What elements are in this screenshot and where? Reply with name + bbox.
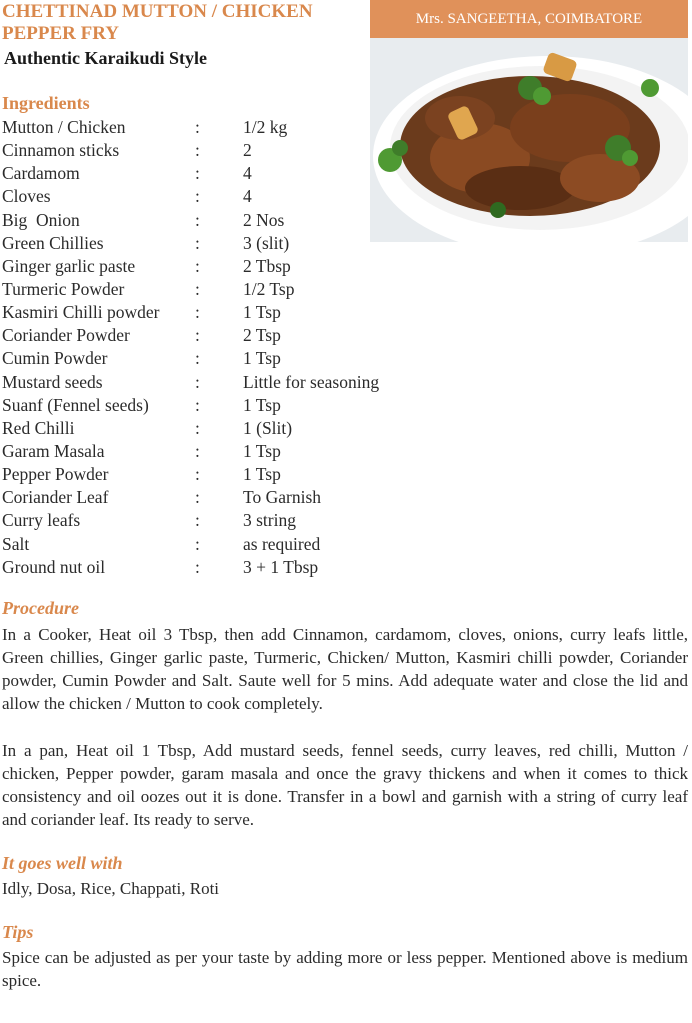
ingredient-separator: :: [195, 325, 200, 346]
ingredient-quantity: 1 Tsp: [243, 441, 281, 462]
ingredient-name: Cloves: [2, 186, 51, 207]
ingredient-row: [2, 232, 432, 255]
ingredient-quantity: 1/2 kg: [243, 117, 288, 138]
ingredient-name: Cumin Powder: [2, 348, 108, 369]
pairing-heading: It goes well with: [2, 853, 123, 873]
ingredient-quantity: as required: [243, 533, 321, 554]
ingredient-quantity: 3 (slit): [243, 232, 290, 253]
ingredient-row: [2, 278, 432, 301]
ingredient-quantity: 1 Tsp: [243, 302, 281, 323]
ingredient-row: [2, 324, 432, 347]
ingredient-separator: :: [195, 117, 200, 138]
procedure-step-2: In a pan, Heat oil 1 Tbsp, Add mustard seeds, fennel seeds, curry leaves, red chilli, Mutton / chicken, Pepper powder, garam masala and once the gravy thickens and when it comes to thick consistency and oil oozes out it is done. Transfer in a bowl and garnish with a string of curry leaf and coriander leaf. Its ready to serve.: [2, 741, 688, 829]
author-name: Mrs. SANGEETHA, COIMBATORE: [415, 10, 643, 27]
ingredient-row: [2, 486, 432, 509]
ingredient-name: Kasmiri Chilli powder: [2, 302, 160, 323]
ingredient-name: Curry leafs: [2, 510, 81, 531]
ingredient-row: [2, 162, 432, 185]
ingredient-row: [2, 440, 432, 463]
ingredient-row: [2, 417, 432, 440]
ingredient-quantity: 3 + 1 Tbsp: [243, 556, 319, 577]
ingredient-separator: :: [195, 279, 200, 300]
ingredient-quantity: 1 Tsp: [243, 394, 281, 415]
ingredient-separator: :: [195, 556, 200, 577]
ingredient-name: Coriander Powder: [2, 325, 130, 346]
ingredient-separator: :: [195, 487, 200, 508]
ingredient-row: [2, 463, 432, 486]
ingredient-name: Salt: [2, 533, 30, 554]
ingredient-name: Pepper Powder: [2, 464, 109, 485]
ingredient-name: Ground nut oil: [2, 556, 106, 577]
recipe-subtitle: Authentic Karaikudi Style: [4, 48, 208, 68]
ingredient-quantity: 2: [243, 140, 252, 161]
ingredient-name: Green Chillies: [2, 232, 104, 253]
ingredient-name: Big Onion: [2, 209, 80, 230]
ingredient-row: [2, 509, 432, 532]
author-banner: [370, 0, 688, 38]
ingredient-separator: :: [195, 464, 200, 485]
ingredient-separator: :: [195, 441, 200, 462]
ingredient-name: Mustard seeds: [2, 371, 103, 392]
ingredient-separator: :: [195, 186, 200, 207]
ingredient-separator: :: [195, 209, 200, 230]
ingredient-name: Mutton / Chicken: [2, 117, 126, 138]
ingredient-row: [2, 301, 432, 324]
ingredient-separator: :: [195, 255, 200, 276]
ingredient-row: [2, 185, 432, 208]
ingredients-heading: Ingredients: [2, 93, 90, 113]
ingredient-name: Garam Masala: [2, 441, 105, 462]
ingredient-name: Cinnamon sticks: [2, 140, 120, 161]
ingredient-quantity: Little for seasoning: [243, 371, 380, 392]
recipe-title: CHETTINAD MUTTON / CHICKEN PEPPER FRY: [2, 1, 313, 44]
ingredient-separator: :: [195, 302, 200, 323]
ingredient-quantity: 4: [243, 163, 252, 184]
ingredient-separator: :: [195, 140, 200, 161]
ingredient-quantity: 1 Tsp: [243, 464, 281, 485]
ingredient-separator: :: [195, 348, 200, 369]
ingredient-quantity: 1 (Slit): [243, 417, 293, 438]
ingredient-name: Suanf (Fennel seeds): [2, 394, 149, 415]
ingredient-quantity: 2 Tbsp: [243, 255, 291, 276]
ingredient-row: [2, 347, 432, 370]
ingredient-quantity: 3 string: [243, 510, 296, 531]
ingredient-name: Cardamom: [2, 163, 80, 184]
ingredient-row: [2, 139, 432, 162]
ingredient-row: [2, 394, 432, 417]
ingredient-row: [2, 209, 432, 232]
ingredient-row: [2, 371, 432, 394]
procedure-heading: Procedure: [2, 598, 79, 618]
ingredient-name: Red Chilli: [2, 417, 75, 438]
ingredient-name: Turmeric Powder: [2, 279, 125, 300]
ingredient-row: [2, 255, 432, 278]
ingredient-separator: :: [195, 163, 200, 184]
tips-text: Spice can be adjusted as per your taste by adding more or less pepper. Mentioned above is medium spice.: [2, 948, 688, 990]
ingredient-quantity: 4: [243, 186, 252, 207]
ingredients-list: [2, 116, 432, 579]
ingredient-quantity: 1 Tsp: [243, 348, 281, 369]
ingredient-quantity: 1/2 Tsp: [243, 279, 295, 300]
ingredient-name: Coriander Leaf: [2, 487, 109, 508]
ingredient-row: [2, 556, 432, 579]
ingredient-row: [2, 116, 432, 139]
ingredient-row: [2, 533, 432, 556]
ingredient-separator: :: [195, 371, 200, 392]
ingredient-quantity: 2 Nos: [243, 209, 285, 230]
ingredient-separator: :: [195, 417, 200, 438]
tips-heading: Tips: [2, 922, 34, 942]
ingredient-name: Ginger garlic paste: [2, 255, 136, 276]
ingredient-separator: :: [195, 394, 200, 415]
ingredient-quantity: To Garnish: [243, 487, 321, 508]
ingredient-quantity: 2 Tsp: [243, 325, 281, 346]
ingredient-separator: :: [195, 533, 200, 554]
pairing-text: Idly, Dosa, Rice, Chappati, Roti: [2, 879, 220, 898]
ingredient-separator: :: [195, 510, 200, 531]
procedure-step-1: In a Cooker, Heat oil 3 Tbsp, then add Cinnamon, cardamom, cloves, onions, curry leafs little, Green chillies, Ginger garlic paste, Turmeric, Chicken/ Mutton, Kasmiri chilli powder, Coriander powder, Cumin Powder and Salt. Saute well for 5 mins. Add adequate water and close the lid and allow the chicken / Mutton to cook completely.: [2, 625, 688, 713]
ingredient-separator: :: [195, 232, 200, 253]
